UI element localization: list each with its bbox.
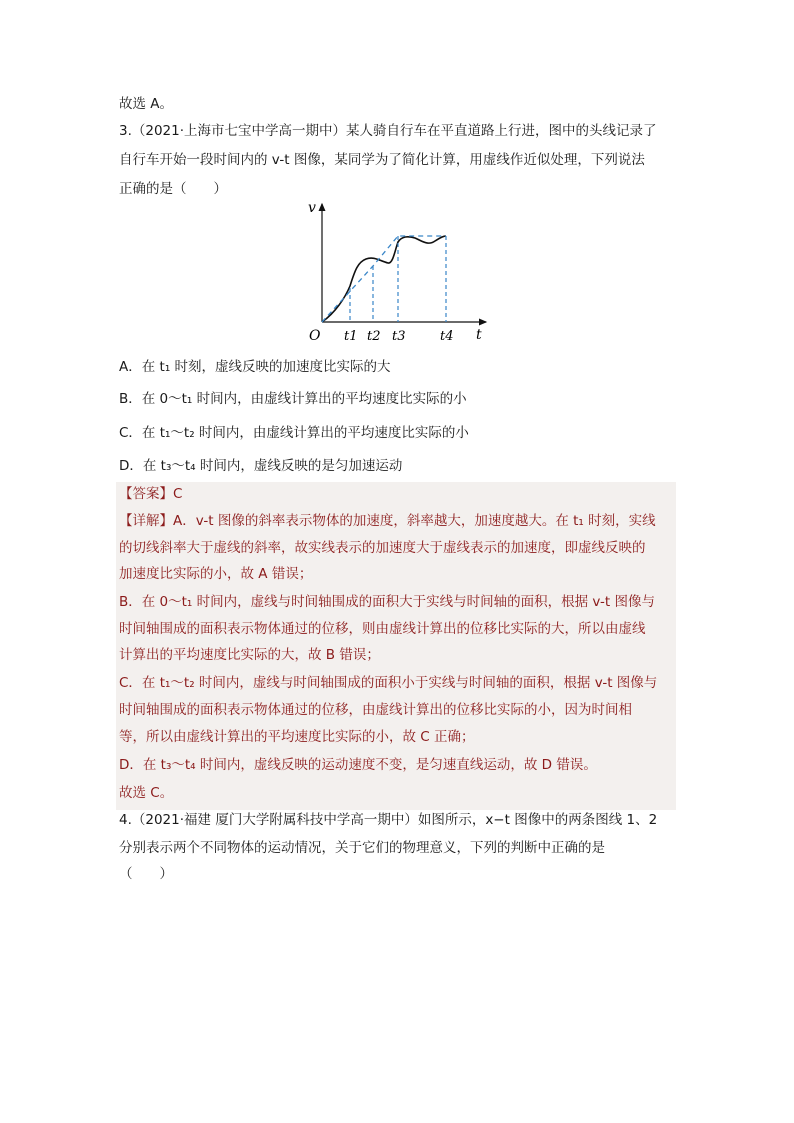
explanation-line: D．在 t₃～t₄ 时间内，虚线反映的运动速度不变，是匀速直线运动，故 D 错误。 — [119, 757, 597, 773]
explanation-line: 故选 C。 — [119, 785, 174, 801]
explanation-line: C．在 t₁～t₂ 时间内，虚线与时间轴围成的面积小于实线与时间轴的面积，根据 v-t 图像与 — [119, 675, 658, 691]
actual-curve — [322, 236, 446, 322]
vt-graph-svg — [300, 198, 500, 348]
tick-t3: t3 — [392, 329, 406, 344]
option-a: A．在 t₁ 时刻，虚线反映的加速度比实际的大 — [119, 359, 391, 375]
option-b: B．在 0～t₁ 时间内，由虚线计算出的平均速度比实际的小 — [119, 391, 467, 407]
question-4-stem-line-3: （ ） — [119, 866, 173, 882]
vt-graph — [300, 198, 500, 352]
explanation-line: B．在 0～t₁ 时间内，虚线与时间轴围成的面积大于实线与时间轴的面积，根据 v-t 图像与 — [119, 594, 656, 610]
question-3-stem-line-1: 3.（2021·上海市七宝中学高一期中）某人骑自行车在平直道路上行进，图中的头线记录了 — [119, 123, 657, 139]
y-axis-label: v — [308, 200, 316, 216]
question-3-stem-line-3: 正确的是（ ） — [119, 181, 227, 197]
explanation-line: 的切线斜率大于虚线的斜率，故实线表示的加速度大于虚线表示的加速度，即虚线反映的 — [119, 540, 646, 556]
previous-conclusion: 故选 A。 — [119, 96, 174, 112]
tick-t1: t1 — [344, 329, 358, 344]
question-3-stem-line-2: 自行车开始一段时间内的 v-t 图像，某同学为了简化计算，用虚线作近似处理，下列说法 — [119, 152, 645, 168]
answer-label: 【答案】C — [119, 486, 183, 502]
dashed-approximation — [322, 236, 446, 322]
explanation-line: 时间轴围成的面积表示物体通过的位移，则由虚线计算出的位移比实际的大，所以由虚线 — [119, 621, 646, 637]
explanation-line: 【详解】A．v-t 图像的斜率表示物体的加速度，斜率越大，加速度越大。在 t₁ 时刻，实线 — [119, 513, 656, 529]
explanation-line: 计算出的平均速度比实际的大，故 B 错误； — [119, 647, 380, 663]
tick-t2: t2 — [367, 329, 381, 344]
question-4-stem-line-1: 4.（2021·福建 厦门大学附属科技中学高一期中）如图所示，x−t 图像中的两条图线 1、2 — [119, 812, 658, 828]
origin-label: O — [309, 328, 321, 344]
x-axis-label: t — [476, 327, 482, 343]
option-d: D．在 t₃～t₄ 时间内，虚线反映的是匀加速运动 — [119, 458, 403, 474]
tick-t4: t4 — [440, 329, 454, 344]
explanation-line: 时间轴围成的面积表示物体通过的位移，由虚线计算出的位移比实际的小，因为时间相 — [119, 702, 632, 718]
explanation-line: 加速度比实际的小，故 A 错误； — [119, 566, 313, 582]
question-4-stem-line-2: 分别表示两个不同物体的运动情况，关于它们的物理意义，下列的判断中正确的是 — [119, 840, 605, 856]
explanation-line: 等，所以由虚线计算出的平均速度比实际的小，故 C 正确； — [119, 729, 475, 745]
option-c: C．在 t₁～t₂ 时间内，由虚线计算出的平均速度比实际的小 — [119, 425, 469, 441]
